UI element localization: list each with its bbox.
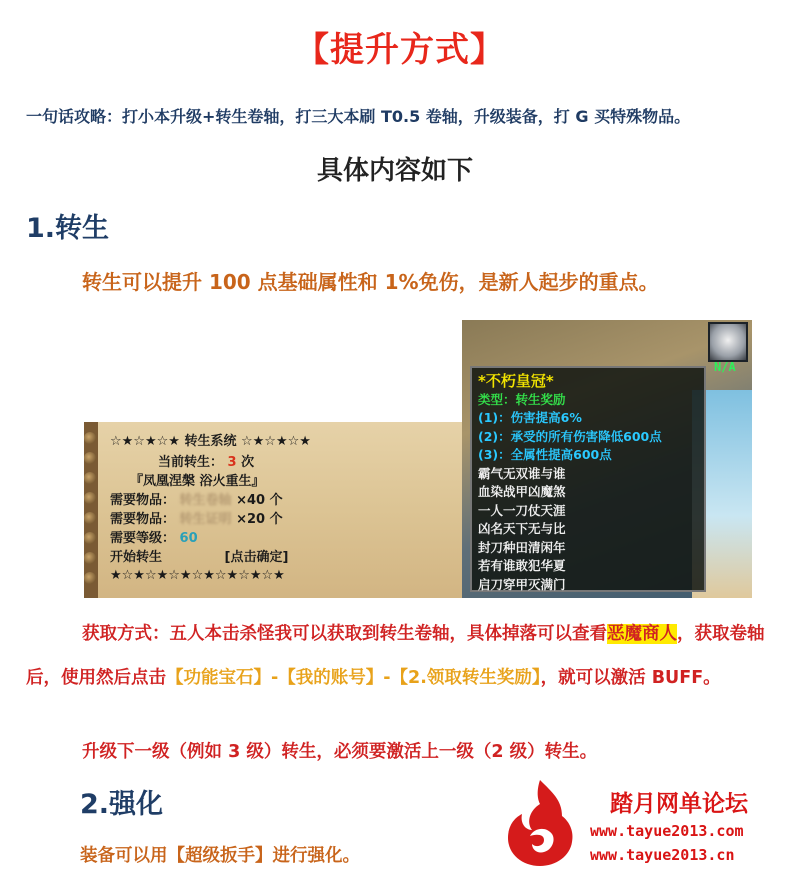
current-rebirth-value: 3 <box>227 455 237 470</box>
tooltip-verse: 霸气无双谁与谁 <box>478 465 566 481</box>
scroll-knob <box>84 472 96 484</box>
tooltip-effect: (2)：承受的所有伤害降低600点 <box>478 428 662 444</box>
level-row <box>110 527 198 546</box>
panel-header: ☆★☆★☆★ 转生系统 ☆★☆★☆★ <box>110 434 311 449</box>
enhance-note: 装备可以用【超级扳手】进行强化。 <box>80 846 360 866</box>
tooltip-verse: 一人一刀仗天涯 <box>478 502 566 518</box>
tooltip-type: 类型：转生奖励 <box>478 391 566 407</box>
demon-merchant-highlight: 恶魔商人 <box>607 624 677 644</box>
scroll-knob <box>84 452 96 464</box>
tooltip-effect: (1)：伤害提高6% <box>478 410 582 425</box>
level-value: 60 <box>179 531 198 546</box>
item-tooltip <box>470 366 706 592</box>
scroll-knob <box>84 432 96 444</box>
current-rebirth-label: 当前转生： <box>158 455 224 470</box>
badge-status: N/A <box>714 360 736 374</box>
crown-badge-icon <box>708 322 748 362</box>
watermark-forum-name: 踏月网单论坛 <box>610 791 748 817</box>
watermark-url: www.tayue2013.cn <box>590 846 735 864</box>
requirement-item: 转生证明 <box>179 512 232 527</box>
game-screenshot <box>462 320 752 598</box>
current-rebirth-unit: 次 <box>241 455 255 470</box>
rebirth-system-panel <box>84 422 462 598</box>
start-row <box>110 546 288 565</box>
scroll-knob <box>84 572 96 584</box>
scroll-knob <box>84 532 96 544</box>
tooltip-title: *不朽皇冠* <box>478 372 554 390</box>
tooltip-verse: 血染战甲凶魔煞 <box>478 484 566 499</box>
panel-motto: 『凤凰涅槃 浴火重生』 <box>130 474 265 489</box>
forum-logo-icon <box>500 776 580 868</box>
requirement-label: 需要物品： <box>110 493 176 508</box>
rebirth-intro: 转生可以提升 100 点基础属性和 1%免伤，是新人起步的重点。 <box>82 270 659 294</box>
requirement-qty: ×20 个 <box>236 512 283 527</box>
requirement-row-1 <box>110 489 283 508</box>
tooltip-verse: 若有谁敢犯华夏 <box>478 558 566 573</box>
requirement-item: 转生卷轴 <box>179 493 232 508</box>
current-rebirth-row <box>158 451 254 470</box>
watermark-url: www.tayue2013.com <box>590 822 744 840</box>
menu-path: 【功能宝石】-【我的账号】-【2.领取转生奖励】 <box>166 668 541 688</box>
scroll-knob <box>84 552 96 564</box>
obtain-text: ，获取卷轴后，使用然后点击 <box>26 624 765 688</box>
obtain-text: ，就可以激活 BUFF。 <box>540 668 721 688</box>
scroll-knob <box>84 512 96 524</box>
requirement-label: 需要物品： <box>110 512 176 527</box>
level-label: 需要等级： <box>110 531 176 546</box>
tooltip-verse: 凶名天下无与比 <box>478 521 566 536</box>
tooltip-verse: 启刀穿甲灭满门 <box>478 576 566 592</box>
start-rebirth-label: 开始转生 <box>110 550 163 565</box>
section-heading-enhance: 2.强化 <box>80 789 164 820</box>
obtain-text: 获取方式：五人本击杀怪我可以获取到转生卷轴，具体掉落可以查看 <box>82 624 607 644</box>
section-heading-rebirth: 1.转生 <box>26 213 110 244</box>
obtain-method-paragraph <box>26 612 776 700</box>
requirement-qty: ×40 个 <box>236 493 283 508</box>
confirm-button[interactable]: [点击确定] <box>224 550 289 565</box>
requirement-row-2 <box>110 508 283 527</box>
panel-footer: ★☆★☆★☆★☆★☆★☆★☆★ <box>110 568 285 583</box>
subheading: 具体内容如下 <box>316 156 473 186</box>
summary-text: 一句话攻略：打小本升级+转生卷轴，打三大本刷 T0.5 卷轴，升级装备，打 G 买特殊物品。 <box>26 107 691 126</box>
page-title: 【提升方式】 <box>295 30 505 70</box>
tooltip-effect: (3)：全属性提高600点 <box>478 447 612 462</box>
upgrade-note: 升级下一级（例如 3 级）转生，必须要激活上一级（2 级）转生。 <box>82 742 598 762</box>
scroll-knob <box>84 492 96 504</box>
tooltip-verse: 封刀种田清闲年 <box>478 539 566 555</box>
